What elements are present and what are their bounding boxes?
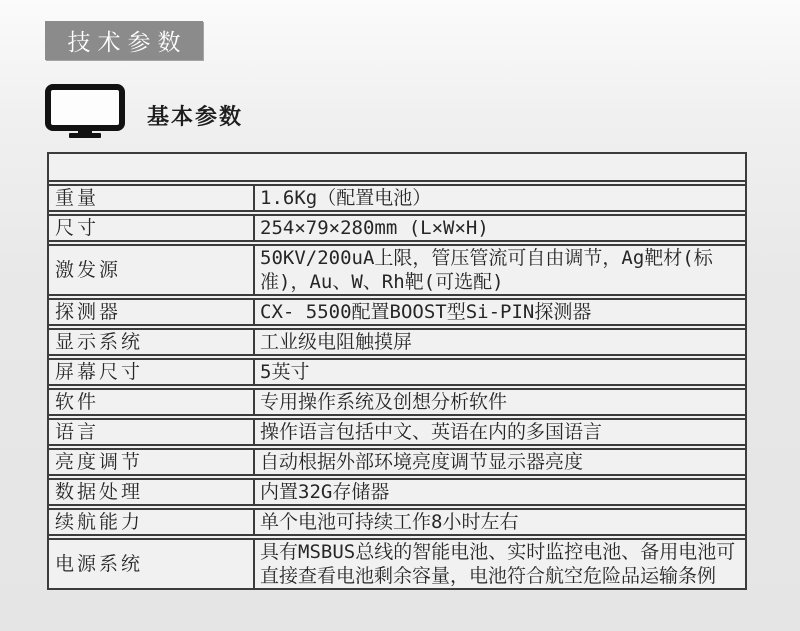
spec-label: 显示系统 [49, 330, 255, 354]
spec-label: 语言 [49, 420, 255, 444]
spec-row-screen-size [49, 358, 745, 386]
section-title: 基本参数 [147, 104, 244, 130]
spec-label: 探测器 [49, 300, 255, 324]
spec-row-language [49, 418, 745, 446]
spec-value: 专用操作系统及创想分析软件 [260, 391, 508, 413]
spec-row-power-system [49, 538, 745, 588]
spec-value: 5英寸 [260, 361, 310, 383]
spec-value: 内置32G存储器 [260, 481, 390, 503]
spec-label: 数据处理 [49, 480, 255, 504]
spec-label: 激发源 [49, 246, 255, 294]
spec-value: 工业级电阻触摸屏 [260, 331, 413, 353]
spec-label: 电源系统 [49, 540, 255, 588]
spec-row-software [49, 388, 745, 416]
spec-value: 单个电池可持续工作8小时左右 [260, 511, 519, 533]
spec-label: 屏幕尺寸 [49, 360, 255, 384]
spec-row-brightness [49, 448, 745, 476]
spec-row-battery-life [49, 508, 745, 536]
monitor-icon [45, 84, 125, 138]
spec-value: 1.6Kg（配置电池） [260, 187, 432, 209]
spec-row-dimensions [49, 214, 745, 242]
spec-value: 自动根据外部环境亮度调节显示器亮度 [260, 451, 584, 473]
table-header-row [49, 154, 745, 182]
spec-row-excitation-source [49, 244, 745, 296]
spec-label: 尺寸 [49, 216, 255, 240]
spec-table [47, 152, 747, 590]
page-title-badge [45, 21, 203, 60]
spec-row-detector [49, 298, 745, 326]
spec-value: 操作语言包括中文、英语在内的多国语言 [260, 421, 603, 443]
spec-value: 具有MSBUS总线的智能电池、实时监控电池、备用电池可直接查看电池剩余容量，电池符合航空危险品运输条例 [260, 541, 736, 587]
spec-label: 亮度调节 [49, 450, 255, 474]
spec-row-display-system [49, 328, 745, 356]
spec-label: 软件 [49, 390, 255, 414]
spec-label: 重量 [49, 186, 255, 210]
spec-row-weight [49, 184, 745, 212]
spec-value: CX- 5500配置BOOST型Si-PIN探测器 [260, 301, 592, 323]
spec-value: 50KV/200uA上限，管压管流可自由调节，Ag靶材(标准)，Au、W、Rh靶(可选配) [260, 247, 713, 293]
page-title: 技术参数 [67, 30, 188, 56]
spec-value: 254×79×280mm (L×W×H) [260, 217, 489, 239]
section-header [45, 84, 243, 138]
spec-label: 续航能力 [49, 510, 255, 534]
spec-row-data-processing [49, 478, 745, 506]
